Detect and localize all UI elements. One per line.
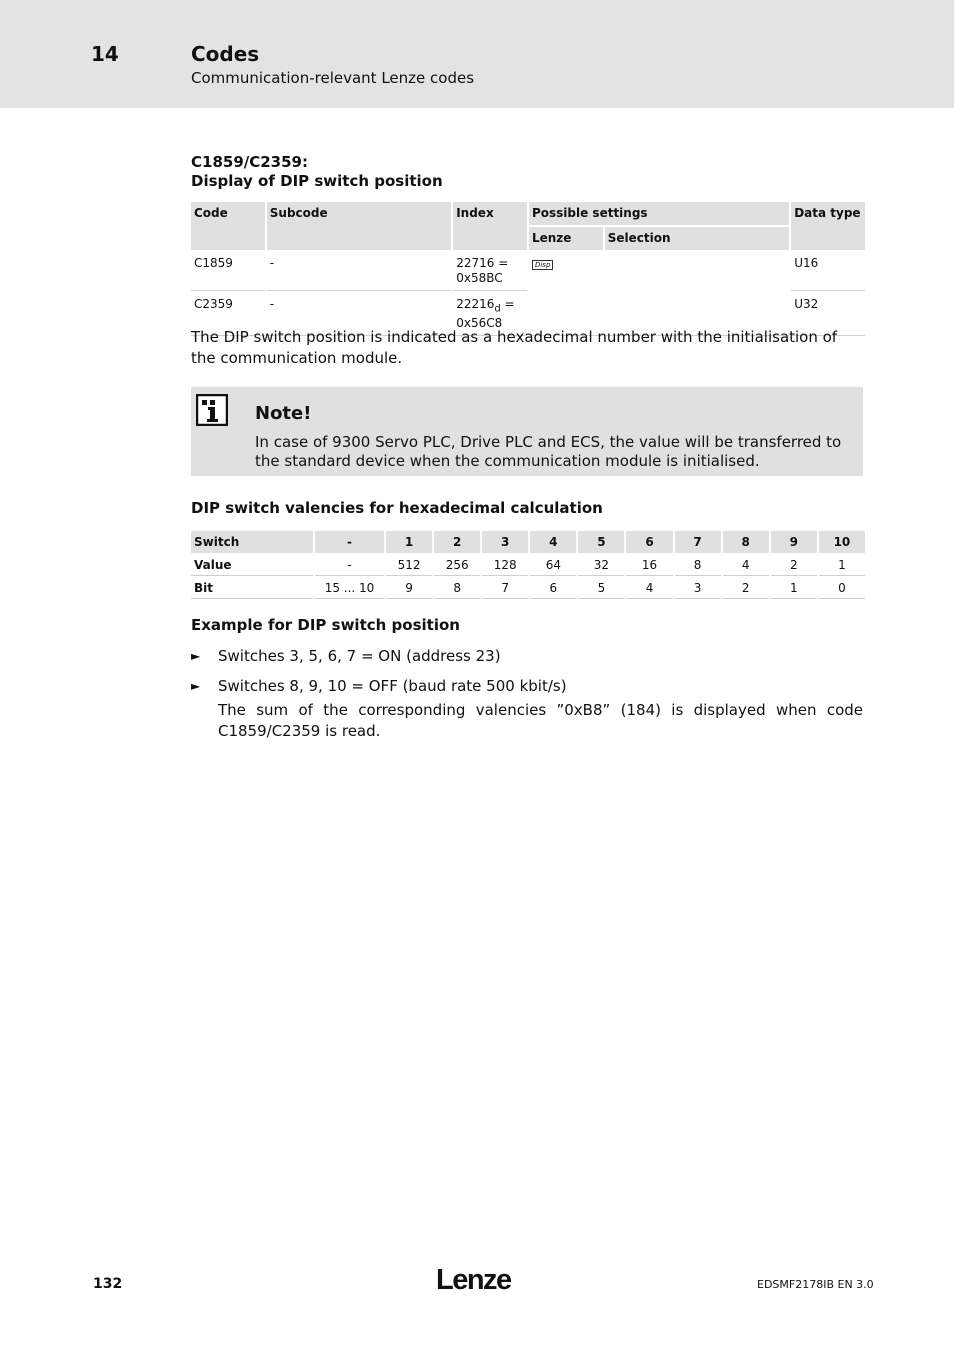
dip-header-cell: 9 bbox=[771, 531, 817, 553]
dip-bit-cell: 7 bbox=[482, 578, 528, 599]
dip-header-cell: 8 bbox=[723, 531, 769, 553]
index-line2: 0x58BC bbox=[456, 271, 503, 285]
display-code-icon: Disp bbox=[532, 260, 553, 270]
code-heading-line1: C1859/C2359: bbox=[191, 153, 308, 171]
description: The DIP switch position is indicated as a hexadecimal number with the initialisation of the communication module. bbox=[191, 328, 838, 367]
dip-header-cell: - bbox=[315, 531, 384, 553]
dip-header-cell: 3 bbox=[482, 531, 528, 553]
example-heading: Example for DIP switch position bbox=[191, 616, 460, 634]
index-line1: 22216 bbox=[456, 297, 495, 311]
dip-value-cell: - bbox=[315, 555, 384, 576]
chapter-number: 14 bbox=[91, 42, 119, 66]
chapter-title: Codes bbox=[191, 42, 260, 66]
header-band bbox=[0, 0, 954, 108]
dip-value-cell: 64 bbox=[530, 555, 576, 576]
index-subscript: d bbox=[494, 303, 501, 315]
dip-bit-cell: 1 bbox=[771, 578, 817, 599]
dip-value-cell: 8 bbox=[675, 555, 721, 576]
dip-bit-cell: 0 bbox=[819, 578, 865, 599]
dip-value-cell: 128 bbox=[482, 555, 528, 576]
dip-header-cell: 1 bbox=[386, 531, 432, 553]
dip-table bbox=[189, 529, 867, 601]
chapter-subtitle: Communication-relevant Lenze codes bbox=[191, 69, 475, 87]
dip-bit-row bbox=[191, 578, 865, 599]
cell-data-type: U32 bbox=[791, 293, 865, 336]
dip-bit-cell: 2 bbox=[723, 578, 769, 599]
lenze-logo bbox=[436, 1262, 516, 1296]
dip-header-cell: Switch bbox=[191, 531, 313, 553]
cell-data-type: U16 bbox=[791, 252, 865, 291]
dip-header-cell: 2 bbox=[434, 531, 480, 553]
dip-header-cell: 10 bbox=[819, 531, 865, 553]
cell-lenze bbox=[529, 252, 603, 336]
dip-value-cell: 512 bbox=[386, 555, 432, 576]
dip-value-row bbox=[191, 555, 865, 576]
document-id: EDSMF2178IB EN 3.0 bbox=[757, 1278, 874, 1291]
header-code: Code bbox=[191, 202, 265, 250]
bullet-arrow-icon: ► bbox=[191, 679, 201, 693]
dip-value-cell: 2 bbox=[771, 555, 817, 576]
dip-value-cell: 256 bbox=[434, 555, 480, 576]
lenze-logo-text: Lenze bbox=[436, 1264, 511, 1296]
dip-value-cell: Value bbox=[191, 555, 313, 576]
dip-header-cell: 4 bbox=[530, 531, 576, 553]
index-line1: 22716 = bbox=[456, 256, 509, 270]
dip-bit-cell: 5 bbox=[578, 578, 624, 599]
code-table bbox=[189, 200, 867, 338]
note-body: In case of 9300 Servo PLC, Drive PLC and ECS, the value will be transferred to the standard device when the communication module is initialised. bbox=[255, 433, 842, 470]
dip-value-cell: 32 bbox=[578, 555, 624, 576]
header-index: Index bbox=[453, 202, 527, 250]
code-heading-line2: Display of DIP switch position bbox=[191, 172, 443, 190]
dip-bit-cell: 15 ... 10 bbox=[315, 578, 384, 599]
cell-code: C1859 bbox=[191, 252, 265, 291]
dip-bit-cell: Bit bbox=[191, 578, 313, 599]
note-title: Note! bbox=[255, 403, 312, 424]
cell-selection bbox=[605, 252, 789, 336]
bullet-arrow-icon: ► bbox=[191, 649, 201, 663]
list-item-text: Switches 3, 5, 6, 7 = ON (address 23) bbox=[218, 647, 501, 665]
code-heading bbox=[191, 153, 443, 191]
dip-header-cell: 6 bbox=[626, 531, 672, 553]
dip-value-cell: 1 bbox=[819, 555, 865, 576]
dip-header-cell: 7 bbox=[675, 531, 721, 553]
dip-header-cell: 5 bbox=[578, 531, 624, 553]
dip-bit-cell: 6 bbox=[530, 578, 576, 599]
list-item-text: Switches 8, 9, 10 = OFF (baud rate 500 kbit/s) bbox=[218, 677, 567, 695]
cell-subcode: - bbox=[267, 252, 451, 291]
header-subcode: Subcode bbox=[267, 202, 451, 250]
cell-subcode: - bbox=[267, 293, 451, 336]
index-suffix: = bbox=[500, 297, 515, 311]
dip-heading: DIP switch valencies for hexadecimal calculation bbox=[191, 499, 603, 517]
header-data-type: Data type bbox=[791, 202, 865, 250]
dip-value-cell: 4 bbox=[723, 555, 769, 576]
dip-bit-cell: 9 bbox=[386, 578, 432, 599]
table-row bbox=[191, 252, 865, 291]
dip-bit-cell: 8 bbox=[434, 578, 480, 599]
dip-header-row bbox=[191, 531, 865, 553]
dip-bit-cell: 3 bbox=[675, 578, 721, 599]
example-explanation: The sum of the corresponding valencies ”0xB8” (184) is displayed when code C1859/C2359 is read. bbox=[218, 701, 863, 740]
header-lenze: Lenze bbox=[529, 227, 603, 250]
cell-code: C2359 bbox=[191, 293, 265, 336]
dip-value-cell: 16 bbox=[626, 555, 672, 576]
dip-bit-cell: 4 bbox=[626, 578, 672, 599]
note-box bbox=[191, 387, 863, 476]
page-number: 132 bbox=[93, 1276, 123, 1292]
cell-index bbox=[453, 252, 527, 291]
info-icon bbox=[196, 394, 228, 426]
header-possible-settings: Possible settings bbox=[529, 202, 789, 225]
header-selection: Selection bbox=[605, 227, 789, 250]
index-line2: 0x56C8 bbox=[456, 316, 503, 331]
